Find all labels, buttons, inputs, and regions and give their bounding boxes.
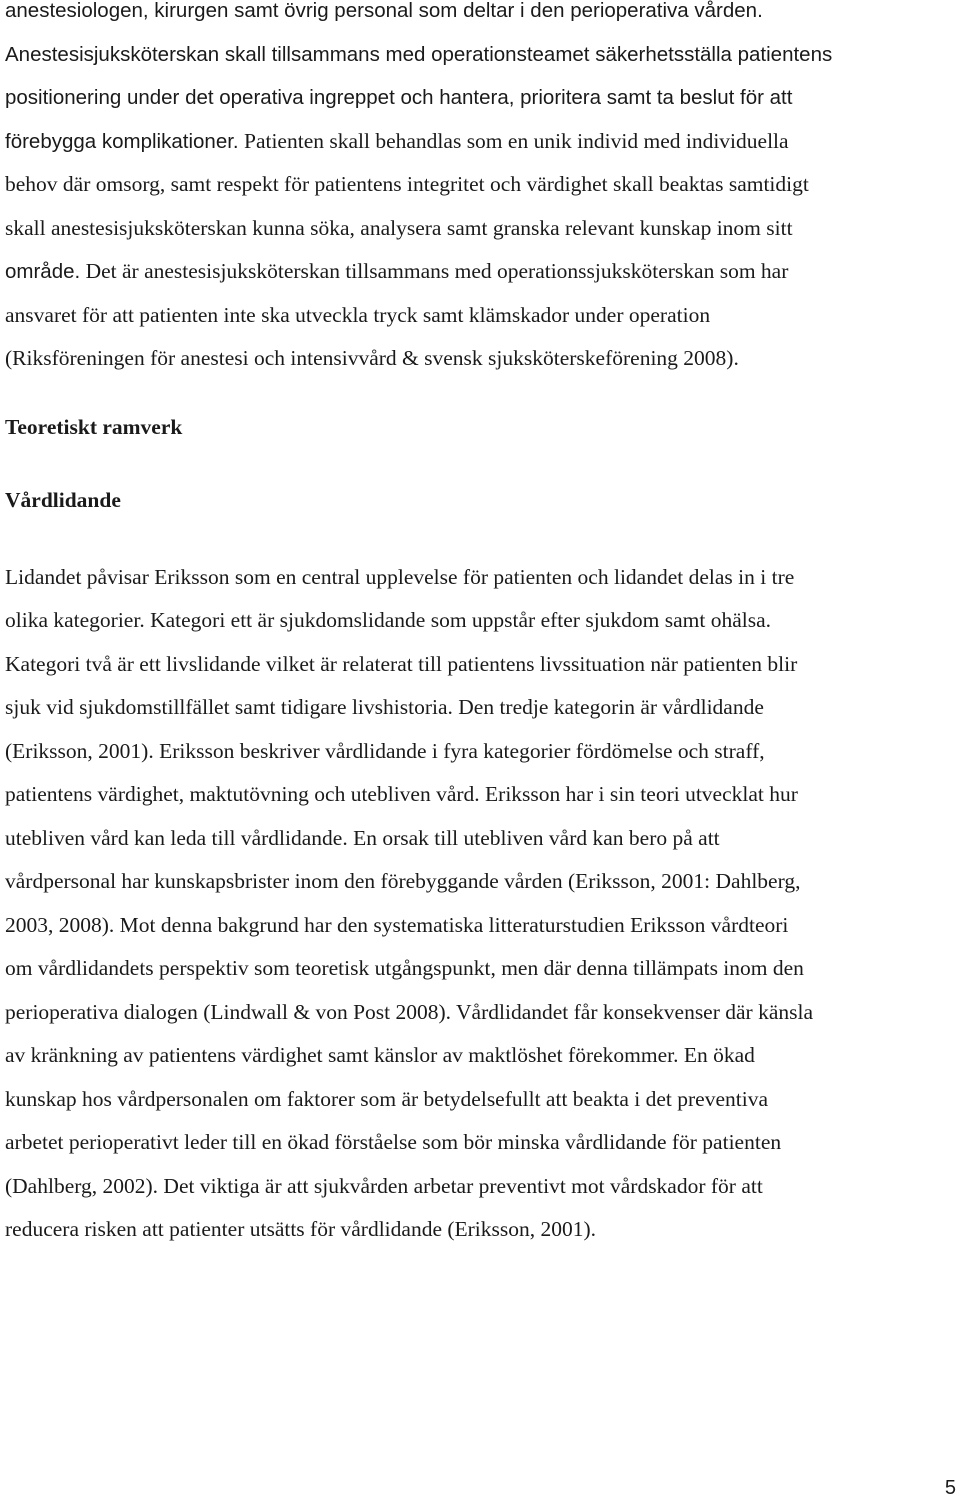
paragraph-line: om vårdlidandets perspektiv som teoretisk utgångspunkt, men där denna tillämpats inom den (5, 956, 804, 980)
paragraph-line: arbetet perioperativt leder till en ökad förståelse som bör minska vårdlidande för patienten (5, 1130, 782, 1154)
section-heading-care-suffering: Vårdlidande (5, 487, 121, 512)
paragraph-line: (Riksföreningen för anestesi och intensivvård & svensk sjuksköterskeförening 2008). (5, 346, 739, 370)
paragraph-line: patientens värdighet, maktutövning och utebliven vård. Eriksson har i sin teori utvecklat hur (5, 782, 798, 806)
section-heading-theory: Teoretiskt ramverk (5, 414, 183, 439)
paragraph-line: positionering under det operativa ingreppet och hantera, prioritera samt ta beslut för att (5, 86, 793, 109)
paragraph-line: ansvaret för att patienten inte ska utveckla tryck samt klämskador under operation (5, 302, 711, 327)
paragraph-line: Lidandet påvisar Eriksson som en central upplevelse för patienten och lidandet delas in i tre (5, 564, 795, 589)
document-page (5, 0, 957, 1252)
paragraph-line: (Dahlberg, 2002). Det viktiga är att sjukvården arbetar preventivt mot vårdskador för att (5, 1173, 763, 1198)
paragraph-line: område. Det är anestesisjuksköterskan tillsammans med operationssjuksköterskan som har (5, 259, 789, 283)
paragraph-line: behov där omsorg, samt respekt för patientens integritet och värdighet skall beaktas samtidigt (5, 172, 809, 196)
paragraph-care-suffering (5, 556, 957, 1252)
paragraph-line: av kränkning av patientens värdighet samt känslor av maktlöshet förekommer. En ökad (5, 1043, 755, 1067)
paragraph-line: anestesiologen, kirurgen samt övrig personal som deltar i den perioperativa vården. (5, 0, 763, 22)
paragraph-line: Anestesisjuksköterskan skall tillsammans med operationsteamet säkerhetsställa patientens (5, 42, 833, 66)
paragraph-line: kunskap hos vårdpersonalen om faktorer som är betydelsefullt att beakta i det preventiva (5, 1086, 768, 1111)
paragraph-line: perioperativa dialogen (Lindwall & von Post 2008). Vårdlidandet får konsekvenser där känsla (5, 999, 814, 1024)
paragraph-line: förebygga komplikationer. Patienten skall behandlas som en unik individ med individuella (5, 128, 789, 153)
paragraph-line: 2003, 2008). Mot denna bakgrund har den systematiska litteraturstudien Eriksson vårdteori (5, 912, 789, 937)
paragraph-line: sjuk vid sjukdomstillfället samt tidigare livshistoria. Den tredje kategorin är vårdlidande (5, 695, 764, 719)
paragraph-line: Kategori två är ett livslidande vilket är relaterat till patientens livssituation när patienten blir (5, 651, 798, 676)
paragraph-line: (Eriksson, 2001). Eriksson beskriver vårdlidande i fyra kategorier fördömelse och straff, (5, 738, 765, 763)
paragraph-line: vårdpersonal har kunskapsbrister inom den förebyggande vården (Eriksson, 2001: Dahlberg, (5, 869, 801, 893)
paragraph-positioning (5, 0, 957, 381)
paragraph-line: skall anestesisjuksköterskan kunna söka, analysera samt granska relevant kunskap inom sitt (5, 215, 793, 240)
page-number: 5 (944, 1477, 956, 1499)
paragraph-line: utebliven vård kan leda till vårdlidande. En orsak till utebliven vård kan bero på att (5, 825, 720, 850)
paragraph-line: reducera risken att patienter utsätts för vårdlidande (Eriksson, 2001). (5, 1217, 597, 1241)
paragraph-line: olika kategorier. Kategori ett är sjukdomslidande som uppstår efter sjukdom samt ohälsa. (5, 608, 772, 632)
